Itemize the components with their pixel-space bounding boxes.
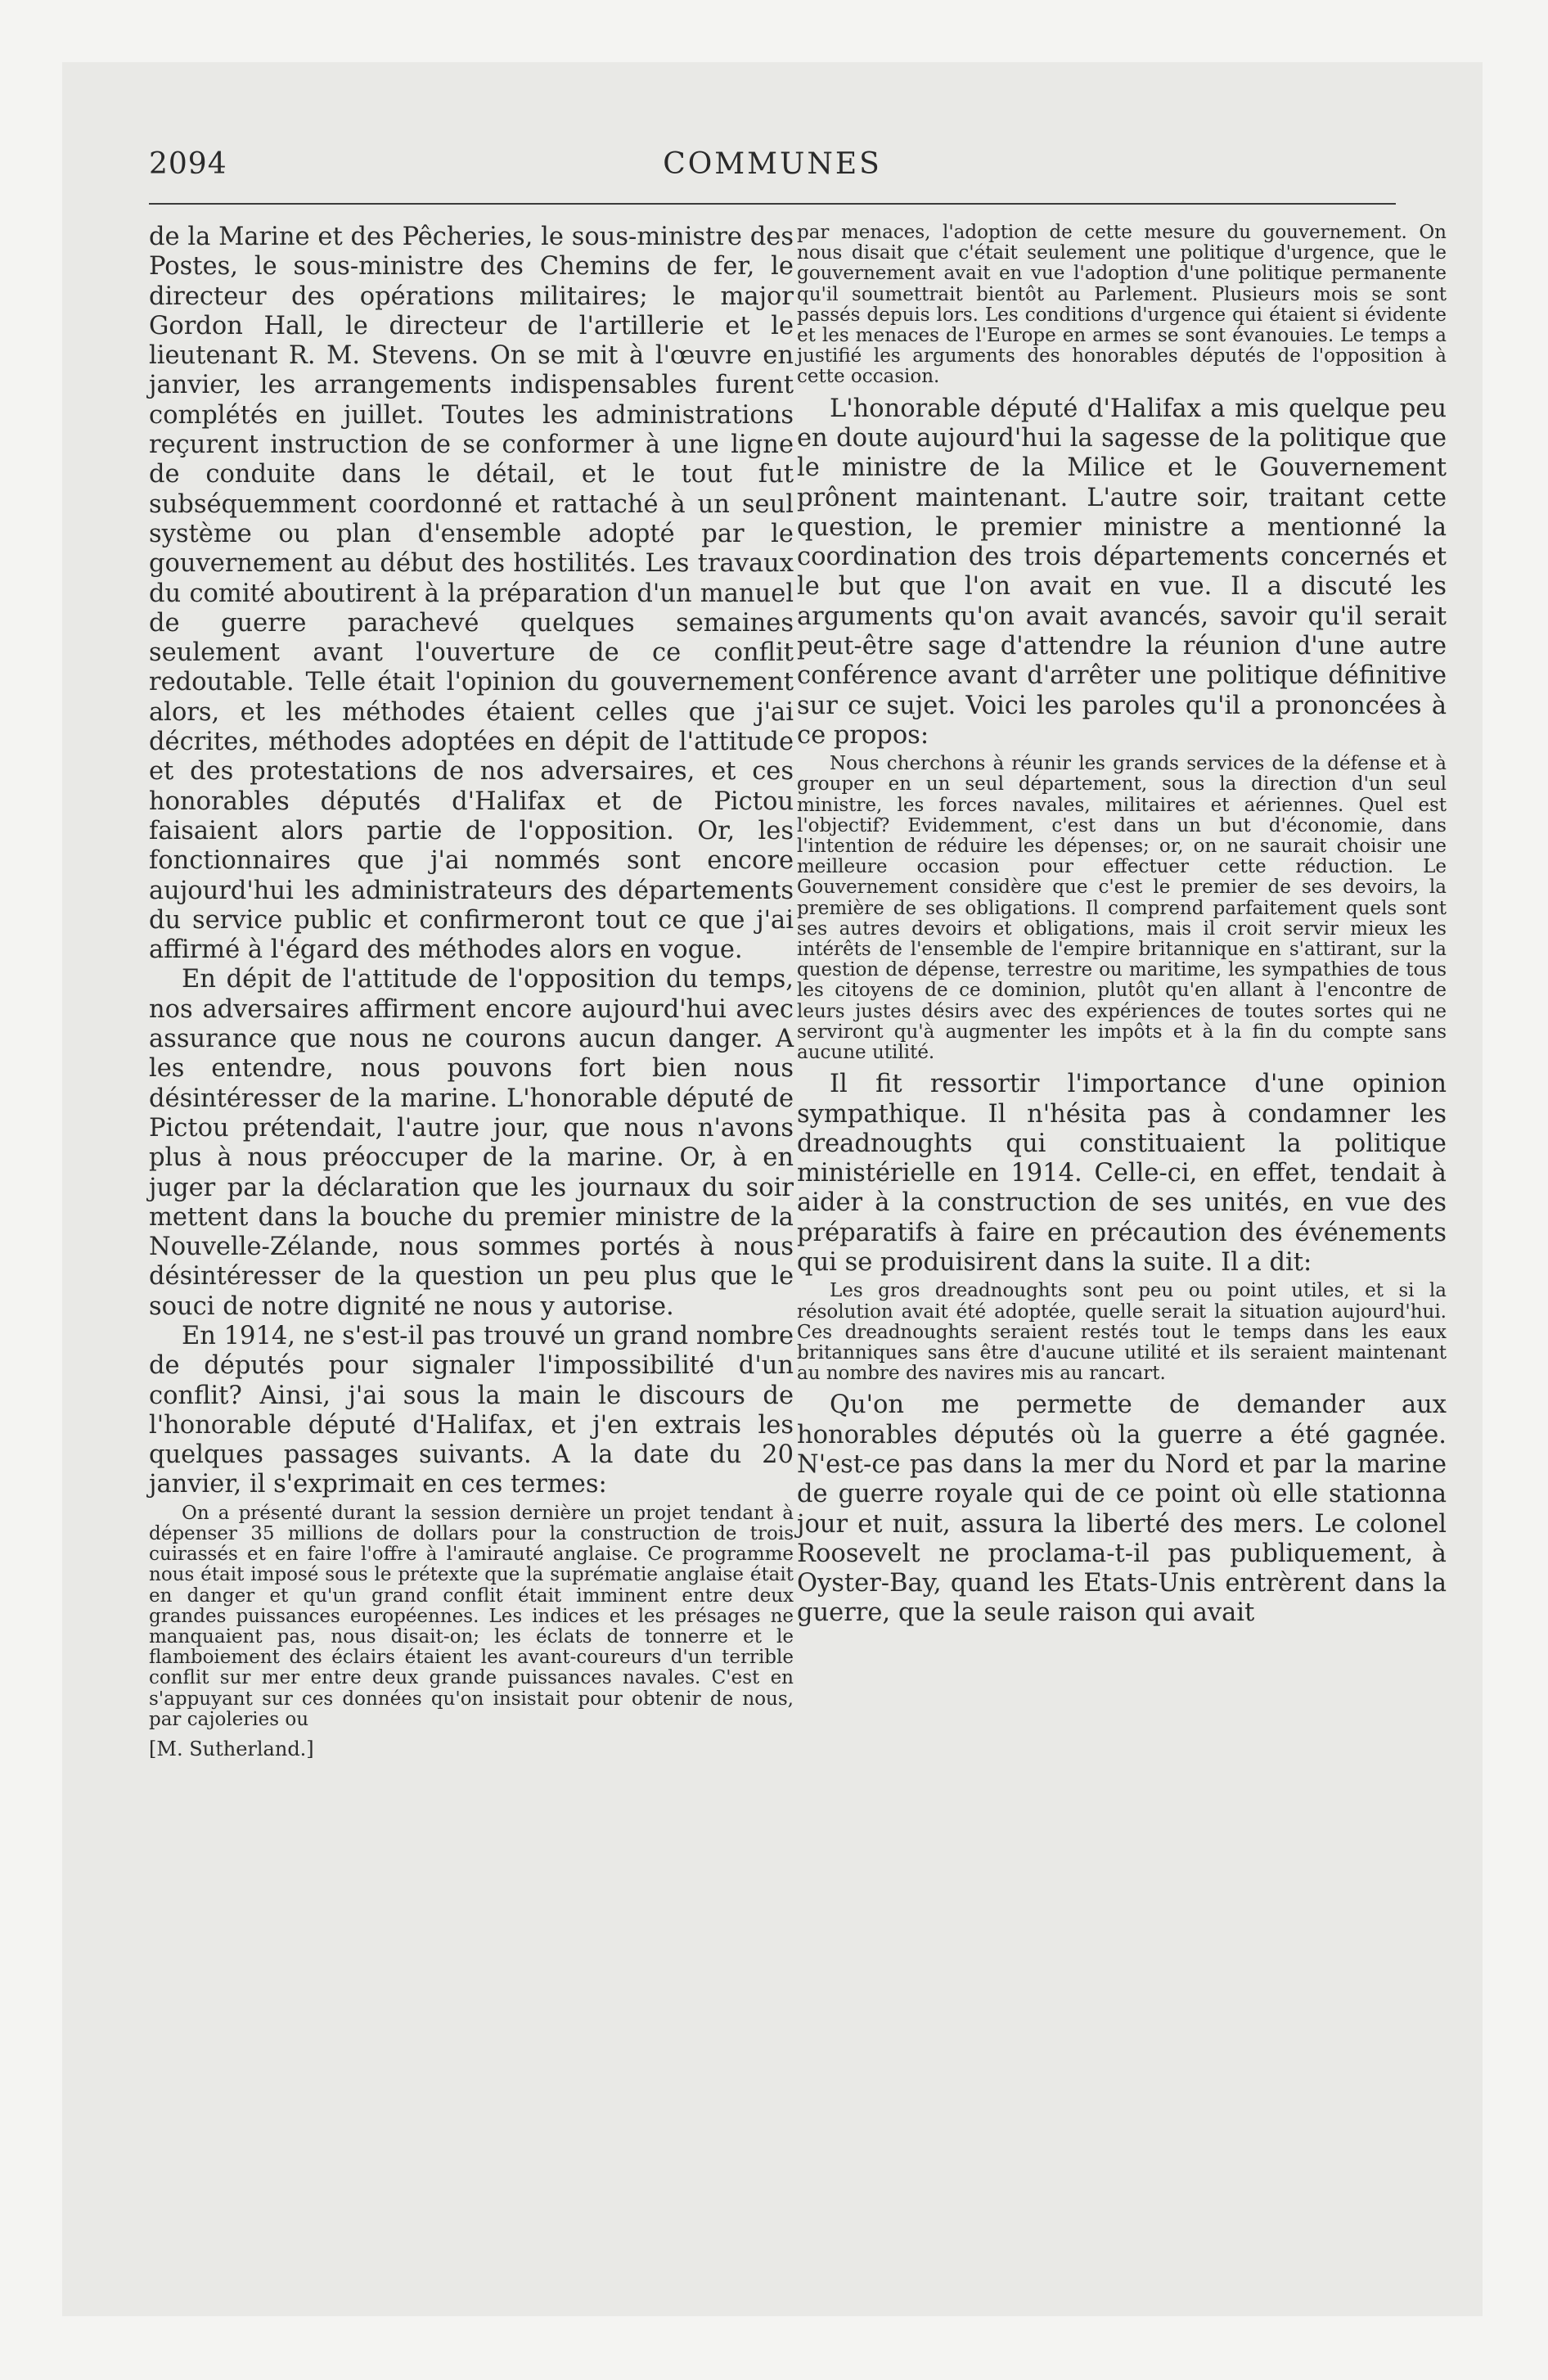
speaker-attribution: [M. Sutherland.] bbox=[149, 1738, 314, 1760]
page bbox=[62, 62, 1483, 2316]
paragraph: de la Marine et des Pêcheries, le sous-ministre des Postes, le sous-ministre des Chemins de fer, le directeur des opérations militaires; le major Gordon Hall, le directeur de l'artillerie et le lieutenant R. M. Stevens. On se mit à l'œuvre en janvier, les arrangements indispensables furent complétés en juillet. Toutes les administrations reçurent instruction de se conformer à une ligne de conduite dans le détail, et le tout fut subséquemment coordonné et rattaché à un seul système ou plan d'ensemble adopté par le gouvernement au début des hostilités. Les travaux du comité aboutirent à la préparation d'un manuel de guerre parachevé quelques semaines seulement avant l'ouverture de ce conflit redoutable. Telle était l'opinion du gouvernement alors, et les méthodes étaient celles que j'ai décrites, méthodes adoptées en dépit de l'attitude et des protestations de nos adversaires, et ces honorables députés d'Halifax et de Pictou faisaient alors partie de l'opposition. Or, les fonctionnaires que j'ai nommés sont encore aujourd'hui les administrateurs des départements du service public et confirmeront tout ce que j'ai affirmé à l'égard des méthodes alors en vogue. bbox=[149, 223, 794, 965]
header-rule bbox=[149, 203, 1396, 205]
quote-text: On a présenté durant la session dernière un projet tendant à dépenser 35 millions de dollars pour la construction de trois cuirassés et en faire l'offre à l'amirauté anglaise. Ce programme nous était imposé sous le prétexte que la suprématie anglaise était en danger et qu'un grand conflit était imminent entre deux grandes puissances européennes. Les indices et les présages ne manquaient pas, nous disait-on; les éclats de tonnerre et le flamboiement des éclairs étaient les avant-coureurs d'un terrible conflit sur mer entre deux grande puissances navales. C'est en s'appuyant sur ces données qu'on insistait pour obtenir de nous, par cajoleries ou bbox=[149, 1502, 794, 1730]
right-column bbox=[797, 223, 1447, 1629]
block-quote bbox=[797, 1281, 1447, 1384]
quote-text: par menaces, l'adoption de cette mesure du gouvernement. On nous disait que c'était seulement une politique d'urgence, que le gouvernement avait en vue l'adoption d'une politique permanente qu'il soumettrait bientôt au Parlement. Plusieurs mois se sont passés depuis lors. Les conditions d'urgence qui étaient si évidente et les menaces de l'Europe en armes se sont évanouies. Le temps a justifié les arguments des honorables députés de l'opposition à cette occasion. bbox=[797, 222, 1447, 388]
paragraph: En 1914, ne s'est-il pas trouvé un grand nombre de députés pour signaler l'impossibilité d'un conflit? Ainsi, j'ai sous la main le discours de l'honorable député d'Halifax, et j'en extrais les quelques passages suivants. A la date du 20 janvier, il s'exprimait en ces termes: bbox=[149, 1321, 794, 1499]
running-title: COMMUNES bbox=[663, 147, 882, 181]
block-quote bbox=[797, 754, 1447, 1063]
quote-text: Les gros dreadnoughts sont peu ou point utiles, et si la résolution avait été adoptée, quelle serait la situation aujourd'hui. Ces dreadnoughts seraient restés tout le temps dans les eaux britanniques sans être d'aucune utilité et ils seraient maintenant au nombre des navires mis au rancart. bbox=[797, 1280, 1447, 1385]
block-quote bbox=[149, 1503, 794, 1730]
paragraph: L'honorable député d'Halifax a mis quelque peu en doute aujourd'hui la sagesse de la politique que le ministre de la Milice et le Gouvernement prônent maintenant. L'autre soir, traitant cette question, le premier ministre a mentionné la coordination des trois départements concernés et le but que l'on avait en vue. Il a discuté les arguments qu'on avait avancés, savoir qu'il serait peut-être sage d'attendre la réunion d'une autre conférence avant d'arrêter une politique définitive sur ce sujet. Voici les paroles qu'il a prononcées à ce propos: bbox=[797, 394, 1447, 750]
paragraph: Qu'on me permette de demander aux honorables députés où la guerre a été gagnée. N'est-ce pas dans la mer du Nord et par la marine de guerre royale qui de ce point où elle stationna jour et nuit, assura la liberté des mers. Le colonel Roosevelt ne proclama-t-il pas publiquement, à Oyster-Bay, quand les Etats-Unis entrèrent dans la guerre, que la seule raison qui avait bbox=[797, 1391, 1447, 1628]
paragraph: Il fit ressortir l'importance d'une opinion sympathique. Il n'hésita pas à condamner les dreadnoughts qui constituaient la politique ministérielle en 1914. Celle-ci, en effet, tendait à aider à la construction de ses unités, en vue des préparatifs à faire en précaution des événements qui se produisirent dans la suite. Il a dit: bbox=[797, 1070, 1447, 1278]
page-number: 2094 bbox=[149, 147, 227, 181]
left-column bbox=[149, 223, 794, 1761]
quote-text: Nous cherchons à réunir les grands services de la défense et à grouper en un seul département, sous la direction d'un seul ministre, les forces navales, militaires et aériennes. Quel est l'objectif? Evidemment, c'est dans un but d'économie, dans l'intention de réduire les dépenses; or, on ne saurait choisir une meilleure occasion pour effectuer cette réduction. Le Gouvernement considère que c'est le premier de ses devoirs, la première de ses obligations. Il comprend parfaitement quels sont ses autres devoirs et obligations, mais il croit servir mieux les intérêts de l'ensemble de l'empire britannique en s'attirant, sur la question de dépense, terrestre ou maritime, les sympathies de tous les citoyens de ce dominion, plutôt qu'en allant à l'encontre de leurs justes désirs avec des expériences de toutes sortes qui ne serviront qu'à augmenter les impôts et à la fin du compte sans aucune utilité. bbox=[797, 753, 1447, 1064]
paragraph: En dépit de l'attitude de l'opposition du temps, nos adversaires affirment encore aujourd'hui avec assurance que nous ne courons aucun danger. A les entendre, nous pouvons fort bien nous désintéresser de la marine. L'honorable député de Pictou prétendait, l'autre jour, que nous n'avons plus à nous préoccuper de la marine. Or, à en juger par la déclaration que les journaux du soir mettent dans la bouche du premier ministre de la Nouvelle-Zélande, nous sommes portés à nous désintéresser de la question un peu plus que le souci de notre dignité ne nous y autorise. bbox=[149, 965, 794, 1321]
block-quote bbox=[797, 223, 1447, 388]
